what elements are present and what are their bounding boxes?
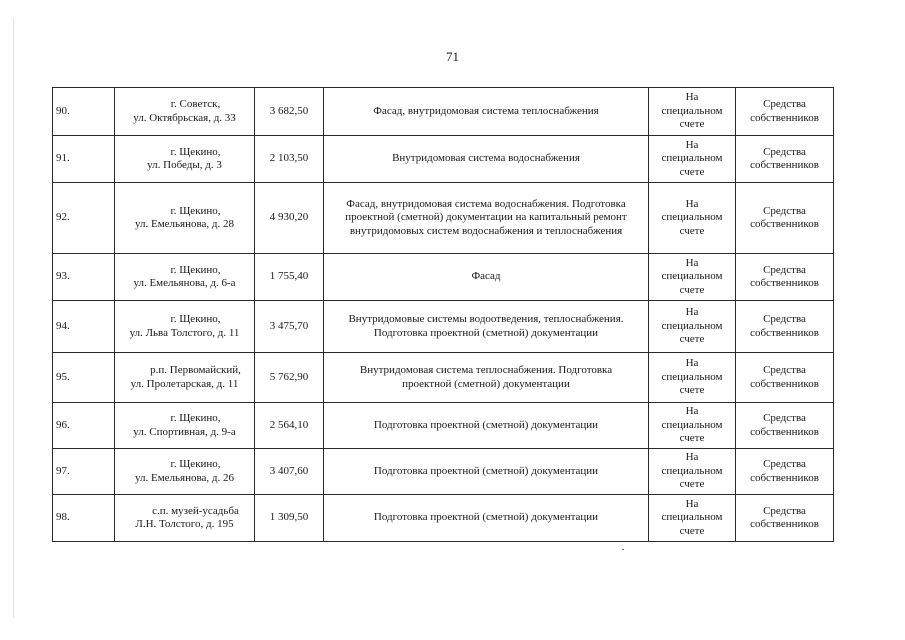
funding-source-line: Средства — [763, 204, 806, 217]
table-row — [53, 301, 834, 353]
address-locality: г. Советск, — [170, 98, 221, 110]
address-street: ул. Октябрьская, д. 33 — [133, 111, 236, 124]
area-value: 5 762,90 — [269, 370, 309, 383]
address-street: ул. Емельянова, д. 26 — [134, 471, 235, 484]
area-value: 2 103,50 — [269, 152, 309, 165]
page-number: 71 — [446, 49, 459, 64]
row-number-cell — [53, 353, 115, 403]
repair-program-table — [52, 87, 834, 542]
work-type-line: Фасад — [471, 270, 501, 283]
work-type-cell — [324, 301, 649, 353]
work-type-line: Внутридомовые системы водоотведения, теплоснабжения. — [348, 313, 624, 325]
area-cell — [255, 254, 324, 301]
account-line: специальном — [661, 418, 723, 431]
table-row — [53, 88, 834, 136]
area-cell — [255, 183, 324, 254]
row-number: 90. — [56, 104, 70, 117]
work-type-line: Подготовка проектной (сметной) документации — [373, 464, 599, 477]
address-locality: г. Щекино, — [170, 458, 221, 470]
area-value: 3 475,70 — [269, 319, 309, 332]
account-line: На — [685, 256, 699, 269]
row-number-cell — [53, 88, 115, 136]
address-street: ул. Спортивная, д. 9-а — [133, 425, 236, 438]
funding-source-line: Средства — [763, 313, 806, 325]
funding-source-cell — [736, 183, 834, 254]
address-street: Л.Н. Толстого, д. 195 — [135, 518, 234, 530]
funding-source-cell — [736, 353, 834, 403]
work-type-cell — [324, 183, 649, 254]
account-line: счете — [679, 283, 705, 296]
address-cell — [115, 301, 255, 353]
row-number-cell — [53, 183, 115, 254]
area-value: 4 930,20 — [269, 211, 309, 224]
area-value: 1 309,50 — [269, 511, 309, 524]
funding-source-cell — [736, 301, 834, 353]
area-cell — [255, 88, 324, 136]
funding-source-cell — [736, 449, 834, 495]
area-value: 1 755,40 — [269, 270, 309, 283]
address-street: ул. Емельянова, д. 28 — [134, 218, 235, 230]
address-locality: г. Щекино, — [170, 263, 221, 276]
address-cell — [115, 403, 255, 449]
work-type-cell — [324, 495, 649, 542]
funding-source-cell — [736, 495, 834, 542]
table-row — [53, 403, 834, 449]
address-street: ул. Победы, д. 3 — [147, 159, 222, 171]
funding-source-line: собственников — [750, 326, 819, 339]
account-line: На — [685, 306, 699, 319]
area-cell — [255, 353, 324, 403]
account-line: На — [685, 138, 699, 151]
funding-source-line: Средства — [763, 364, 806, 376]
account-line: На — [685, 405, 699, 418]
account-line: На — [685, 451, 699, 464]
funding-source-cell — [736, 136, 834, 183]
scan-speck — [622, 549, 624, 550]
address-street: ул. Льва Толстого, д. 11 — [129, 326, 240, 339]
address-locality: г. Щекино, — [170, 412, 221, 424]
address-cell — [115, 136, 255, 183]
row-number: 92. — [56, 211, 70, 224]
table-row — [53, 136, 834, 183]
work-type-cell — [324, 254, 649, 301]
area-cell — [255, 449, 324, 495]
address-cell — [115, 88, 255, 136]
work-type-cell — [324, 353, 649, 403]
address-street: ул. Емельянова, д. 6-а — [133, 277, 236, 289]
account-cell — [649, 403, 736, 449]
funding-source-line: собственников — [750, 277, 819, 289]
address-cell — [115, 254, 255, 301]
funding-source-line: собственников — [750, 159, 819, 171]
funding-source-line: собственников — [750, 377, 819, 390]
funding-source-line: Средства — [763, 145, 806, 158]
area-cell — [255, 495, 324, 542]
account-cell — [649, 353, 736, 403]
account-line: На — [685, 497, 699, 510]
row-number: 96. — [56, 418, 70, 431]
work-type-line: внутридомовых систем водоснабжения и теплоснабжения — [349, 224, 623, 237]
address-locality: г. Щекино, — [170, 313, 221, 325]
work-type-line: Подготовка проектной (сметной) документации — [373, 418, 599, 431]
account-line: специальном — [661, 319, 723, 332]
table-row — [53, 353, 834, 403]
row-number-cell — [53, 495, 115, 542]
area-cell — [255, 403, 324, 449]
account-cell — [649, 495, 736, 542]
row-number: 94. — [56, 319, 70, 332]
funding-source-line: Средства — [763, 504, 806, 517]
account-line: счете — [679, 118, 705, 131]
work-type-line: Внутридомовая система водоснабжения — [392, 152, 580, 165]
account-cell — [649, 183, 736, 254]
row-number-cell — [53, 254, 115, 301]
account-cell — [649, 254, 736, 301]
table-row — [53, 254, 834, 301]
account-line: счете — [679, 432, 705, 445]
row-number: 91. — [56, 152, 70, 165]
work-type-line: Подготовка проектной (сметной) документации — [373, 511, 599, 524]
account-cell — [649, 136, 736, 183]
row-number: 97. — [56, 464, 70, 477]
row-number-cell — [53, 449, 115, 495]
funding-source-line: Средства — [763, 98, 806, 110]
account-line: счете — [679, 524, 705, 537]
area-value: 3 407,60 — [269, 464, 309, 477]
work-type-cell — [324, 88, 649, 136]
account-line: специальном — [661, 211, 723, 224]
work-type-line: проектной (сметной) документации — [402, 377, 570, 390]
area-value: 2 564,10 — [269, 418, 309, 431]
account-line: специальном — [661, 370, 723, 383]
area-cell — [255, 136, 324, 183]
work-type-cell — [324, 449, 649, 495]
account-line: специальном — [661, 270, 723, 283]
row-number: 98. — [56, 511, 70, 524]
account-line: специальном — [661, 511, 723, 524]
table-body — [53, 88, 834, 542]
row-number-cell — [53, 403, 115, 449]
funding-source-line: собственников — [750, 218, 819, 230]
row-number: 95. — [56, 370, 70, 383]
area-cell — [255, 301, 324, 353]
funding-source-line: Средства — [763, 458, 806, 470]
account-line: специальном — [661, 464, 723, 477]
account-line: На — [685, 357, 699, 370]
address-locality: г. Щекино, — [170, 145, 221, 158]
account-line: На — [685, 197, 699, 210]
row-number-cell — [53, 301, 115, 353]
funding-source-line: собственников — [750, 425, 819, 438]
work-type-line: Подготовка проектной (сметной) документации — [373, 326, 599, 339]
funding-source-line: собственников — [750, 518, 819, 530]
address-cell — [115, 495, 255, 542]
work-type-line: Фасад, внутридомовая система водоснабжения. Подготовка — [346, 197, 626, 210]
account-line: счете — [679, 224, 705, 237]
funding-source-cell — [736, 254, 834, 301]
account-cell — [649, 301, 736, 353]
work-type-line: Фасад, внутридомовая система теплоснабжения — [373, 104, 599, 117]
table-row — [53, 449, 834, 495]
address-cell — [115, 183, 255, 254]
funding-source-line: Средства — [763, 263, 806, 276]
row-number-cell — [53, 136, 115, 183]
work-type-line: проектной (сметной) документации на капитальный ремонт — [345, 211, 627, 224]
account-cell — [649, 88, 736, 136]
funding-source-line: собственников — [750, 111, 819, 124]
address-locality: с.п. музей-усадьба — [152, 504, 239, 517]
funding-source-line: собственников — [750, 471, 819, 484]
account-line: счете — [679, 478, 705, 491]
funding-source-cell — [736, 88, 834, 136]
funding-source-line: Средства — [763, 412, 806, 424]
address-locality: г. Щекино, — [170, 204, 221, 217]
table-row — [53, 183, 834, 254]
address-cell — [115, 449, 255, 495]
account-line: специальном — [661, 104, 723, 117]
scan-margin-mark — [13, 18, 14, 618]
table-row — [53, 495, 834, 542]
account-line: счете — [679, 165, 705, 178]
account-cell — [649, 449, 736, 495]
account-line: специальном — [661, 152, 723, 165]
work-type-cell — [324, 136, 649, 183]
row-number: 93. — [56, 270, 70, 283]
account-line: На — [685, 91, 699, 104]
funding-source-cell — [736, 403, 834, 449]
address-locality: р.п. Первомайский, — [150, 364, 241, 376]
account-line: счете — [679, 384, 705, 397]
area-value: 3 682,50 — [269, 104, 309, 117]
address-cell — [115, 353, 255, 403]
address-street: ул. Пролетарская, д. 11 — [130, 377, 239, 390]
work-type-line: Внутридомовая система теплоснабжения. Подготовка — [359, 364, 613, 376]
account-line: счете — [679, 333, 705, 346]
work-type-cell — [324, 403, 649, 449]
